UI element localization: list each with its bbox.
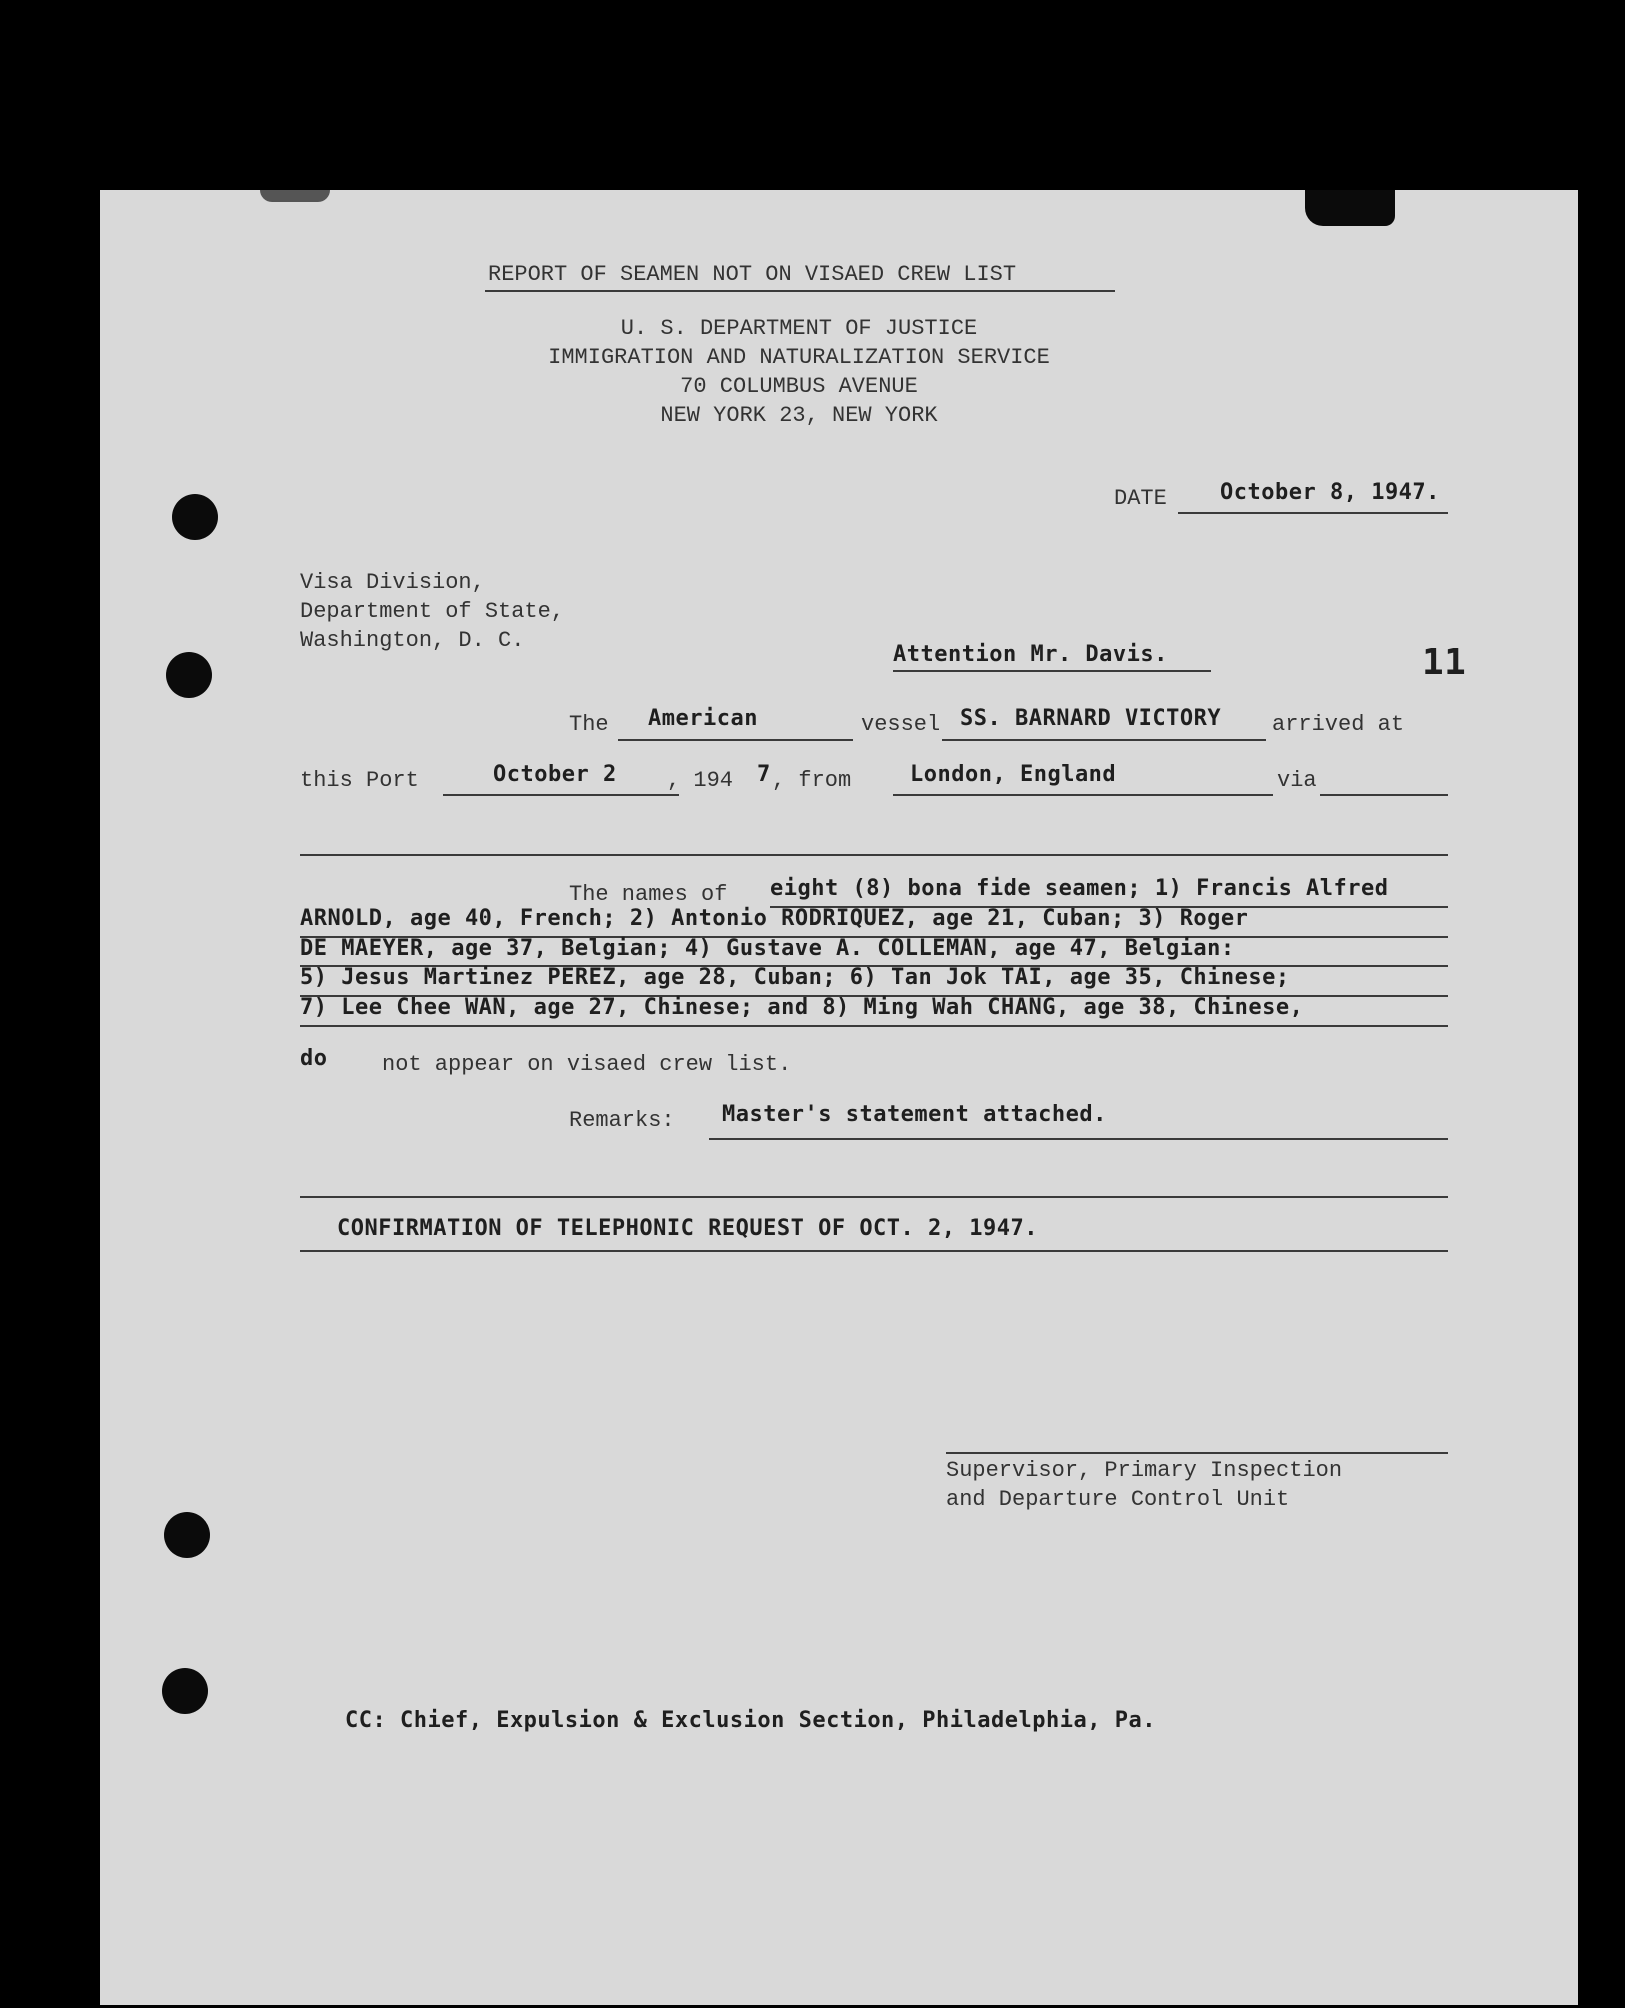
- this-port-label: this Port: [300, 768, 419, 793]
- arrival-date-underline: [443, 794, 679, 796]
- punch-hole: [164, 1512, 210, 1558]
- origin-port: London, England: [910, 762, 1117, 787]
- torn-edge-mark: [1305, 190, 1395, 226]
- torn-edge-mark: [260, 190, 330, 202]
- punch-hole: [162, 1668, 208, 1714]
- remarks-continuation-line: [300, 1196, 1448, 1198]
- addressee-line-3: Washington, D. C.: [300, 628, 525, 653]
- punch-hole: [166, 652, 212, 698]
- agency-line-3: 70 COLUMBUS AVENUE: [680, 374, 918, 399]
- names-underline-5: [300, 1025, 1448, 1027]
- nationality-underline: [618, 739, 853, 741]
- confirmation-underline: [300, 1250, 1448, 1252]
- seamen-names-line-3: DE MAEYER, age 37, Belgian; 4) Gustave A. COLLEMAN, age 47, Belgian:: [300, 936, 1235, 961]
- signature-line: [946, 1452, 1448, 1454]
- agency-line-2: IMMIGRATION AND NATURALIZATION SERVICE: [548, 345, 1050, 370]
- arrival-date: October 2: [493, 762, 617, 787]
- document-page: [100, 190, 1578, 2005]
- origin-underline: [893, 794, 1273, 796]
- signature-title-line-1: Supervisor, Primary Inspection: [946, 1458, 1343, 1483]
- remarks-label: Remarks:: [569, 1108, 675, 1133]
- seamen-names-line-1: eight (8) bona fide seamen; 1) Francis Alfred: [770, 876, 1389, 901]
- names-label: The names of: [569, 882, 728, 907]
- seamen-names-line-5: 7) Lee Chee WAN, age 27, Chinese; and 8) Ming Wah CHANG, age 38, Chinese,: [300, 995, 1304, 1020]
- remarks-value: Master's statement attached.: [722, 1102, 1107, 1127]
- attention-underline: [893, 670, 1211, 672]
- via-label: via: [1277, 768, 1317, 793]
- vessel-name: SS. BARNARD VICTORY: [960, 706, 1222, 731]
- not-appear-text: not appear on visaed crew list.: [382, 1052, 792, 1077]
- seamen-names-line-2: ARNOLD, age 40, French; 2) Antonio RODRIQUEZ, age 21, Cuban; 3) Roger: [300, 906, 1249, 931]
- agency-line-4: NEW YORK 23, NEW YORK: [660, 403, 938, 428]
- vessel-label: vessel: [861, 712, 941, 737]
- agency-line-1: U. S. DEPARTMENT OF JUSTICE: [620, 316, 978, 341]
- from-label: , from: [772, 768, 852, 793]
- confirmation-line: CONFIRMATION OF TELEPHONIC REQUEST OF OCT. 2, 1947.: [337, 1216, 1039, 1241]
- addressee-line-2: Department of State,: [300, 599, 565, 624]
- via-underline: [1320, 794, 1448, 796]
- vessel-nationality: American: [648, 706, 758, 731]
- signature-title-line-2: and Departure Control Unit: [946, 1487, 1290, 1512]
- the-label: The: [569, 712, 609, 737]
- attention-line: Attention Mr. Davis.: [893, 642, 1168, 667]
- year-prefix: , 194: [667, 768, 734, 793]
- date-value: October 8, 1947.: [1220, 480, 1440, 505]
- cc-line: CC: Chief, Expulsion & Exclusion Section, Philadelphia, Pa.: [345, 1708, 1156, 1733]
- date-underline: [1178, 512, 1448, 514]
- punch-hole: [172, 494, 218, 540]
- arrived-label: arrived at: [1272, 712, 1405, 737]
- seamen-names-line-4: 5) Jesus Martinez PEREZ, age 28, Cuban; 6) Tan Jok TAI, age 35, Chinese;: [300, 965, 1290, 990]
- file-number: 11: [1422, 642, 1467, 683]
- year-digit: 7: [757, 762, 771, 787]
- form-title: REPORT OF SEAMEN NOT ON VISAED CREW LIST: [488, 262, 1017, 287]
- blank-line: [300, 854, 1448, 856]
- vessel-name-underline: [942, 739, 1266, 741]
- title-underline: [485, 290, 1115, 292]
- date-label: DATE: [1114, 486, 1167, 511]
- do-word: do: [300, 1046, 328, 1071]
- addressee-line-1: Visa Division,: [300, 570, 485, 595]
- remarks-underline: [709, 1138, 1448, 1140]
